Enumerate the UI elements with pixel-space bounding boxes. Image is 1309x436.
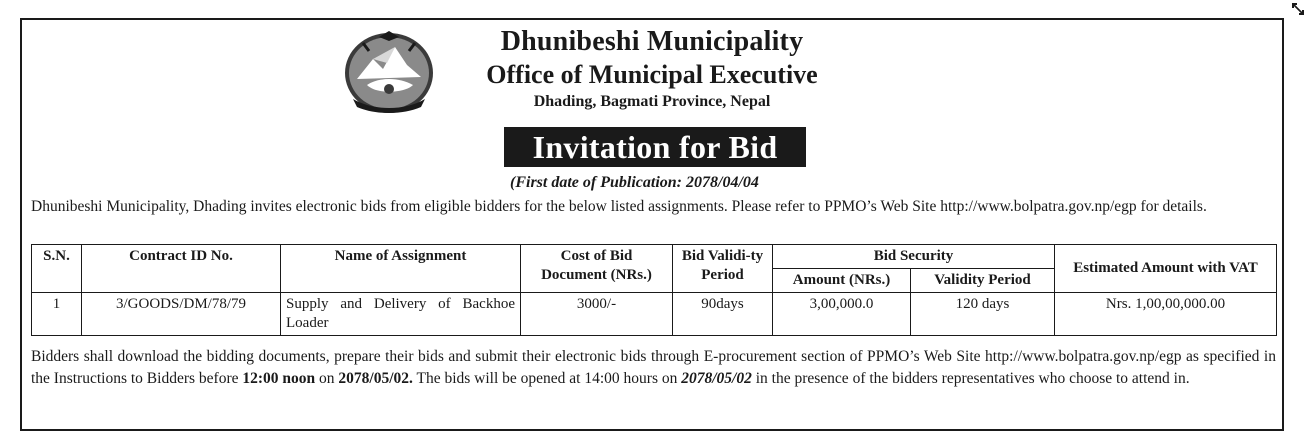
closing-text-1: Bidders shall download the bidding documents, prepare their bids and submit their electronic bids through E-procurement section of PPMO’s Web Site http://www.bolpatra.gov.np/egp as specified in the Instructions to Bidders before [31, 348, 1276, 387]
notice-frame [20, 18, 1284, 431]
col-bid-security: Bid Security [773, 245, 1055, 269]
col-security-amount: Amount (NRs.) [773, 269, 911, 293]
expand-icon[interactable] [1291, 2, 1305, 16]
cell-security-amount: 3,00,000.0 [773, 293, 911, 336]
intro-paragraph: Dhunibeshi Municipality, Dhading invites electronic bids from eligible bidders for the below listed assignments. Please refer to PPMO’s Web Site http://www.bolpatra.gov.np/egp for details. [31, 198, 1207, 215]
col-contract-id: Contract ID No. [82, 245, 281, 293]
closing-text-4: in the presence of the bidders representatives who choose to attend in. [751, 370, 1190, 387]
col-estimate: Estimated Amount with VAT [1055, 245, 1277, 293]
deadline-date: 2078/05/02. [338, 370, 413, 387]
table-header-row [32, 245, 1277, 269]
opening-date: 2078/05/02 [681, 370, 752, 387]
cell-assignment: Supply and Delivery of Backhoe Loader [281, 293, 521, 336]
col-validity: Bid Validi-ty Period [673, 245, 773, 293]
cell-cost: 3000/- [521, 293, 673, 336]
org-name: Dhunibeshi Municipality [500, 26, 804, 57]
col-security-validity: Validity Period [911, 269, 1055, 293]
col-sn: S.N. [32, 245, 82, 293]
closing-paragraph [31, 346, 1276, 390]
table-row [32, 293, 1277, 336]
col-cost: Cost of Bid Document (NRs.) [521, 245, 673, 293]
closing-text-3: The bids will be opened at 14:00 hours on [412, 370, 682, 387]
deadline-time: 12:00 noon [242, 370, 316, 387]
closing-text-2: on [315, 370, 339, 387]
cell-estimate: Nrs. 1,00,00,000.00 [1055, 293, 1277, 336]
header [422, 25, 882, 113]
cell-validity: 90days [673, 293, 773, 336]
cell-contract-id: 3/GOODS/DM/78/79 [82, 293, 281, 336]
bid-table [31, 244, 1277, 336]
org-office: Office of Municipal Executive [486, 60, 818, 89]
cell-sn: 1 [32, 293, 82, 336]
publication-date: (First date of Publication: 2078/04/04 [510, 174, 759, 191]
col-assignment: Name of Assignment [281, 245, 521, 293]
cell-security-validity: 120 days [911, 293, 1055, 336]
org-address: Dhading, Bagmati Province, Nepal [533, 93, 771, 110]
notice-title: Invitation for Bid [504, 127, 806, 167]
